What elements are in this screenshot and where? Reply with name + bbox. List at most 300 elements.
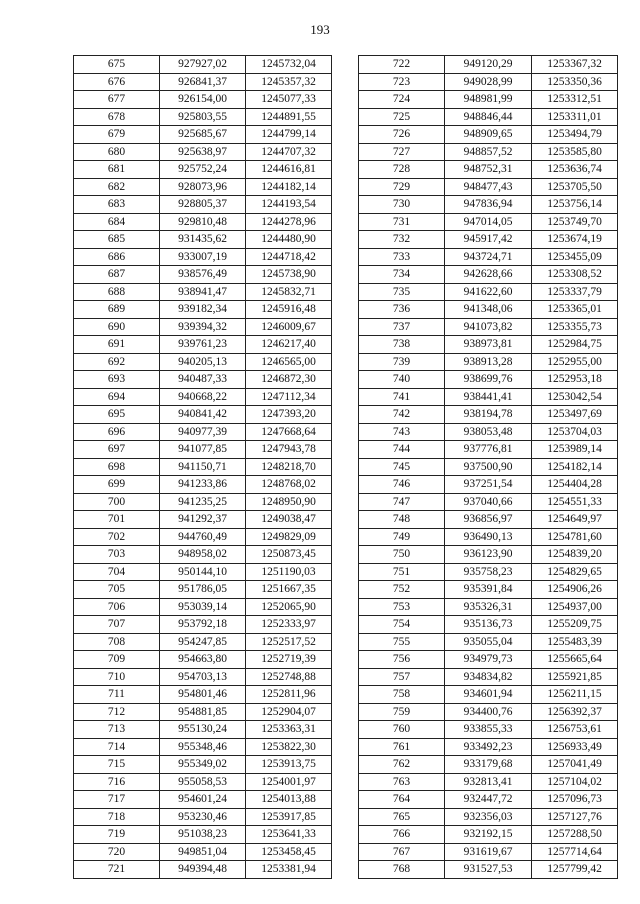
x-coordinate-cell: 944760,49 — [160, 528, 246, 546]
point-number-cell: 750 — [359, 546, 445, 564]
point-number-cell: 755 — [359, 633, 445, 651]
x-coordinate-cell: 940841,42 — [160, 406, 246, 424]
y-coordinate-cell: 1245916,48 — [246, 301, 332, 319]
table-row — [74, 563, 332, 581]
point-number-cell: 716 — [74, 773, 160, 791]
x-coordinate-cell: 951786,05 — [160, 581, 246, 599]
x-coordinate-cell: 945917,42 — [445, 231, 532, 249]
x-coordinate-cell: 937040,66 — [445, 493, 532, 511]
point-number-cell: 711 — [74, 686, 160, 704]
table-row — [359, 388, 618, 406]
table-row — [359, 91, 618, 109]
y-coordinate-cell: 1256392,37 — [532, 703, 618, 721]
x-coordinate-cell: 941233,86 — [160, 476, 246, 494]
x-coordinate-cell: 941622,60 — [445, 283, 532, 301]
point-number-cell: 757 — [359, 668, 445, 686]
point-number-cell: 742 — [359, 406, 445, 424]
y-coordinate-cell: 1256753,61 — [532, 721, 618, 739]
point-number-cell: 708 — [74, 633, 160, 651]
point-number-cell: 692 — [74, 353, 160, 371]
point-number-cell: 744 — [359, 441, 445, 459]
x-coordinate-cell: 939394,32 — [160, 318, 246, 336]
table-row — [359, 423, 618, 441]
y-coordinate-cell: 1253312,51 — [532, 91, 618, 109]
table-row — [74, 791, 332, 809]
x-coordinate-cell: 929810,48 — [160, 213, 246, 231]
table-row — [74, 231, 332, 249]
point-number-cell: 712 — [74, 703, 160, 721]
table-row — [74, 651, 332, 669]
x-coordinate-cell: 941235,25 — [160, 493, 246, 511]
y-coordinate-cell: 1252517,52 — [246, 633, 332, 651]
table-row — [74, 213, 332, 231]
table-row — [74, 493, 332, 511]
table-row — [359, 371, 618, 389]
x-coordinate-cell: 954247,85 — [160, 633, 246, 651]
y-coordinate-cell: 1253363,31 — [246, 721, 332, 739]
table-row — [359, 721, 618, 739]
point-number-cell: 766 — [359, 826, 445, 844]
y-coordinate-cell: 1245732,04 — [246, 56, 332, 74]
table-row — [359, 73, 618, 91]
table-row — [74, 56, 332, 74]
point-number-cell: 764 — [359, 791, 445, 809]
y-coordinate-cell: 1254937,00 — [532, 598, 618, 616]
point-number-cell: 736 — [359, 301, 445, 319]
point-number-cell: 748 — [359, 511, 445, 529]
point-number-cell: 693 — [74, 371, 160, 389]
y-coordinate-cell: 1252955,00 — [532, 353, 618, 371]
table-row — [74, 318, 332, 336]
y-coordinate-cell: 1244891,55 — [246, 108, 332, 126]
x-coordinate-cell: 941292,37 — [160, 511, 246, 529]
y-coordinate-cell: 1248768,02 — [246, 476, 332, 494]
table-row — [74, 161, 332, 179]
y-coordinate-cell: 1251190,03 — [246, 563, 332, 581]
x-coordinate-cell: 926154,00 — [160, 91, 246, 109]
x-coordinate-cell: 935391,84 — [445, 581, 532, 599]
y-coordinate-cell: 1247112,34 — [246, 388, 332, 406]
x-coordinate-cell: 950144,10 — [160, 563, 246, 581]
point-number-cell: 756 — [359, 651, 445, 669]
table-row — [74, 301, 332, 319]
table-row — [359, 406, 618, 424]
y-coordinate-cell: 1257096,73 — [532, 791, 618, 809]
point-number-cell: 705 — [74, 581, 160, 599]
x-coordinate-cell: 932813,41 — [445, 773, 532, 791]
x-coordinate-cell: 925638,97 — [160, 143, 246, 161]
x-coordinate-cell: 955130,24 — [160, 721, 246, 739]
y-coordinate-cell: 1252065,90 — [246, 598, 332, 616]
table-row — [74, 73, 332, 91]
x-coordinate-cell: 935136,73 — [445, 616, 532, 634]
table-row — [359, 213, 618, 231]
point-number-cell: 707 — [74, 616, 160, 634]
x-coordinate-cell: 954601,24 — [160, 791, 246, 809]
table-row — [359, 476, 618, 494]
table-row — [359, 808, 618, 826]
x-coordinate-cell: 954663,80 — [160, 651, 246, 669]
y-coordinate-cell: 1253704,03 — [532, 423, 618, 441]
y-coordinate-cell: 1247393,20 — [246, 406, 332, 424]
page-number: 193 — [310, 22, 330, 37]
x-coordinate-cell: 933007,19 — [160, 248, 246, 266]
y-coordinate-cell: 1253705,50 — [532, 178, 618, 196]
table-row — [74, 703, 332, 721]
point-number-cell: 727 — [359, 143, 445, 161]
y-coordinate-cell: 1253365,01 — [532, 301, 618, 319]
y-coordinate-cell: 1253455,09 — [532, 248, 618, 266]
x-coordinate-cell: 938576,49 — [160, 266, 246, 284]
table-row — [359, 773, 618, 791]
table-row — [74, 528, 332, 546]
point-number-cell: 732 — [359, 231, 445, 249]
point-number-cell: 695 — [74, 406, 160, 424]
point-number-cell: 689 — [74, 301, 160, 319]
x-coordinate-cell: 940668,22 — [160, 388, 246, 406]
point-number-cell: 754 — [359, 616, 445, 634]
point-number-cell: 729 — [359, 178, 445, 196]
point-number-cell: 714 — [74, 738, 160, 756]
table-row — [74, 458, 332, 476]
point-number-cell: 723 — [359, 73, 445, 91]
x-coordinate-cell: 949120,29 — [445, 56, 532, 74]
table-row — [359, 231, 618, 249]
table-row — [359, 441, 618, 459]
x-coordinate-cell: 931527,53 — [445, 861, 532, 879]
y-coordinate-cell: 1244616,81 — [246, 161, 332, 179]
table-row — [359, 668, 618, 686]
y-coordinate-cell: 1254404,28 — [532, 476, 618, 494]
y-coordinate-cell: 1257041,49 — [532, 756, 618, 774]
x-coordinate-cell: 954881,85 — [160, 703, 246, 721]
y-coordinate-cell: 1257127,76 — [532, 808, 618, 826]
y-coordinate-cell: 1244480,90 — [246, 231, 332, 249]
x-coordinate-cell: 949028,99 — [445, 73, 532, 91]
y-coordinate-cell: 1253355,73 — [532, 318, 618, 336]
table-row — [359, 161, 618, 179]
y-coordinate-cell: 1245357,32 — [246, 73, 332, 91]
point-number-cell: 690 — [74, 318, 160, 336]
table-row — [359, 686, 618, 704]
x-coordinate-cell: 947014,05 — [445, 213, 532, 231]
table-row — [74, 283, 332, 301]
y-coordinate-cell: 1253674,19 — [532, 231, 618, 249]
x-coordinate-cell: 937500,90 — [445, 458, 532, 476]
point-number-cell: 677 — [74, 91, 160, 109]
table-row — [74, 248, 332, 266]
x-coordinate-cell: 938699,76 — [445, 371, 532, 389]
y-coordinate-cell: 1254013,88 — [246, 791, 332, 809]
point-number-cell: 691 — [74, 336, 160, 354]
y-coordinate-cell: 1253367,32 — [532, 56, 618, 74]
point-number-cell: 737 — [359, 318, 445, 336]
y-coordinate-cell: 1255921,85 — [532, 668, 618, 686]
x-coordinate-cell: 948958,02 — [160, 546, 246, 564]
table-row — [359, 283, 618, 301]
point-number-cell: 676 — [74, 73, 160, 91]
table-row — [74, 178, 332, 196]
x-coordinate-cell: 938441,41 — [445, 388, 532, 406]
y-coordinate-cell: 1249038,47 — [246, 511, 332, 529]
y-coordinate-cell: 1244799,14 — [246, 126, 332, 144]
x-coordinate-cell: 931619,67 — [445, 843, 532, 861]
x-coordinate-cell: 934979,73 — [445, 651, 532, 669]
table-row — [359, 458, 618, 476]
x-coordinate-cell: 941077,85 — [160, 441, 246, 459]
table-row — [359, 861, 618, 879]
table-row — [74, 266, 332, 284]
y-coordinate-cell: 1253989,14 — [532, 441, 618, 459]
point-number-cell: 717 — [74, 791, 160, 809]
point-number-cell: 687 — [74, 266, 160, 284]
y-coordinate-cell: 1247943,78 — [246, 441, 332, 459]
table-row — [74, 196, 332, 214]
point-number-cell: 710 — [74, 668, 160, 686]
x-coordinate-cell: 949851,04 — [160, 843, 246, 861]
point-number-cell: 686 — [74, 248, 160, 266]
x-coordinate-cell: 948909,65 — [445, 126, 532, 144]
x-coordinate-cell: 948981,99 — [445, 91, 532, 109]
y-coordinate-cell: 1254829,65 — [532, 563, 618, 581]
x-coordinate-cell: 947836,94 — [445, 196, 532, 214]
point-number-cell: 721 — [74, 861, 160, 879]
point-number-cell: 735 — [359, 283, 445, 301]
point-number-cell: 753 — [359, 598, 445, 616]
table-row — [359, 581, 618, 599]
y-coordinate-cell: 1246009,67 — [246, 318, 332, 336]
y-coordinate-cell: 1246217,40 — [246, 336, 332, 354]
point-number-cell: 741 — [359, 388, 445, 406]
y-coordinate-cell: 1252811,96 — [246, 686, 332, 704]
table-row — [74, 91, 332, 109]
point-number-cell: 749 — [359, 528, 445, 546]
x-coordinate-cell: 933855,33 — [445, 721, 532, 739]
table-row — [359, 703, 618, 721]
point-number-cell: 746 — [359, 476, 445, 494]
table-row — [359, 843, 618, 861]
x-coordinate-cell: 934400,76 — [445, 703, 532, 721]
y-coordinate-cell: 1256211,15 — [532, 686, 618, 704]
table-row — [74, 126, 332, 144]
point-number-cell: 740 — [359, 371, 445, 389]
point-number-cell: 702 — [74, 528, 160, 546]
table-row — [74, 633, 332, 651]
y-coordinate-cell: 1249829,09 — [246, 528, 332, 546]
table-row — [74, 108, 332, 126]
x-coordinate-cell: 935758,23 — [445, 563, 532, 581]
x-coordinate-cell: 955349,02 — [160, 756, 246, 774]
point-number-cell: 706 — [74, 598, 160, 616]
point-number-cell: 722 — [359, 56, 445, 74]
table-row — [359, 143, 618, 161]
table-row — [359, 563, 618, 581]
table-row — [74, 738, 332, 756]
y-coordinate-cell: 1253585,80 — [532, 143, 618, 161]
x-coordinate-cell: 948857,52 — [445, 143, 532, 161]
y-coordinate-cell: 1254781,60 — [532, 528, 618, 546]
x-coordinate-cell: 932192,15 — [445, 826, 532, 844]
table-row — [359, 651, 618, 669]
x-coordinate-cell: 948846,44 — [445, 108, 532, 126]
point-number-cell: 713 — [74, 721, 160, 739]
y-coordinate-cell: 1254839,20 — [532, 546, 618, 564]
table-row — [359, 493, 618, 511]
x-coordinate-cell: 932447,72 — [445, 791, 532, 809]
table-row — [359, 598, 618, 616]
point-number-cell: 761 — [359, 738, 445, 756]
table-row — [359, 756, 618, 774]
point-number-cell: 763 — [359, 773, 445, 791]
y-coordinate-cell: 1248950,90 — [246, 493, 332, 511]
table-row — [359, 546, 618, 564]
point-number-cell: 760 — [359, 721, 445, 739]
x-coordinate-cell: 943724,71 — [445, 248, 532, 266]
table-row — [74, 423, 332, 441]
y-coordinate-cell: 1244707,32 — [246, 143, 332, 161]
table-row — [359, 318, 618, 336]
y-coordinate-cell: 1255483,39 — [532, 633, 618, 651]
y-coordinate-cell: 1257799,42 — [532, 861, 618, 879]
table-row — [359, 248, 618, 266]
x-coordinate-cell: 941150,71 — [160, 458, 246, 476]
table-row — [359, 738, 618, 756]
point-number-cell: 697 — [74, 441, 160, 459]
point-number-cell: 678 — [74, 108, 160, 126]
x-coordinate-cell: 941348,06 — [445, 301, 532, 319]
table-row — [359, 353, 618, 371]
table-row — [359, 511, 618, 529]
x-coordinate-cell: 940205,13 — [160, 353, 246, 371]
table-row — [74, 598, 332, 616]
y-coordinate-cell: 1256933,49 — [532, 738, 618, 756]
y-coordinate-cell: 1245832,71 — [246, 283, 332, 301]
point-number-cell: 718 — [74, 808, 160, 826]
point-number-cell: 720 — [74, 843, 160, 861]
table-row — [74, 843, 332, 861]
y-coordinate-cell: 1257104,02 — [532, 773, 618, 791]
x-coordinate-cell: 938973,81 — [445, 336, 532, 354]
point-number-cell: 725 — [359, 108, 445, 126]
point-number-cell: 675 — [74, 56, 160, 74]
x-coordinate-cell: 953039,14 — [160, 598, 246, 616]
table-row — [74, 616, 332, 634]
x-coordinate-cell: 933492,23 — [445, 738, 532, 756]
y-coordinate-cell: 1244182,14 — [246, 178, 332, 196]
y-coordinate-cell: 1254906,26 — [532, 581, 618, 599]
point-number-cell: 709 — [74, 651, 160, 669]
y-coordinate-cell: 1245738,90 — [246, 266, 332, 284]
point-number-cell: 751 — [359, 563, 445, 581]
x-coordinate-cell: 938053,48 — [445, 423, 532, 441]
point-number-cell: 733 — [359, 248, 445, 266]
y-coordinate-cell: 1246565,00 — [246, 353, 332, 371]
point-number-cell: 685 — [74, 231, 160, 249]
point-number-cell: 701 — [74, 511, 160, 529]
y-coordinate-cell: 1252984,75 — [532, 336, 618, 354]
y-coordinate-cell: 1252719,39 — [246, 651, 332, 669]
table-row — [359, 178, 618, 196]
x-coordinate-cell: 949394,48 — [160, 861, 246, 879]
point-number-cell: 730 — [359, 196, 445, 214]
point-number-cell: 762 — [359, 756, 445, 774]
table-row — [74, 388, 332, 406]
table-row — [74, 668, 332, 686]
point-number-cell: 731 — [359, 213, 445, 231]
table-row — [359, 56, 618, 74]
y-coordinate-cell: 1253042,54 — [532, 388, 618, 406]
point-number-cell: 759 — [359, 703, 445, 721]
table-row — [359, 196, 618, 214]
y-coordinate-cell: 1255665,64 — [532, 651, 618, 669]
table-row — [359, 791, 618, 809]
x-coordinate-cell: 932356,03 — [445, 808, 532, 826]
y-coordinate-cell: 1244193,54 — [246, 196, 332, 214]
y-coordinate-cell: 1253381,94 — [246, 861, 332, 879]
x-coordinate-cell: 925685,67 — [160, 126, 246, 144]
y-coordinate-cell: 1253641,33 — [246, 826, 332, 844]
y-coordinate-cell: 1253350,36 — [532, 73, 618, 91]
y-coordinate-cell: 1252904,07 — [246, 703, 332, 721]
x-coordinate-cell: 934834,82 — [445, 668, 532, 686]
point-number-cell: 679 — [74, 126, 160, 144]
y-coordinate-cell: 1257288,50 — [532, 826, 618, 844]
point-number-cell: 703 — [74, 546, 160, 564]
x-coordinate-cell: 935055,04 — [445, 633, 532, 651]
y-coordinate-cell: 1253756,14 — [532, 196, 618, 214]
y-coordinate-cell: 1254001,97 — [246, 773, 332, 791]
point-number-cell: 698 — [74, 458, 160, 476]
y-coordinate-cell: 1255209,75 — [532, 616, 618, 634]
table-row — [74, 371, 332, 389]
point-number-cell: 738 — [359, 336, 445, 354]
y-coordinate-cell: 1253749,70 — [532, 213, 618, 231]
x-coordinate-cell: 953230,46 — [160, 808, 246, 826]
point-number-cell: 768 — [359, 861, 445, 879]
y-coordinate-cell: 1253458,45 — [246, 843, 332, 861]
table-row — [359, 108, 618, 126]
y-coordinate-cell: 1250873,45 — [246, 546, 332, 564]
x-coordinate-cell: 935326,31 — [445, 598, 532, 616]
table-row — [359, 336, 618, 354]
point-number-cell: 684 — [74, 213, 160, 231]
point-number-cell: 715 — [74, 756, 160, 774]
y-coordinate-cell: 1247668,64 — [246, 423, 332, 441]
y-coordinate-cell: 1253822,30 — [246, 738, 332, 756]
point-number-cell: 682 — [74, 178, 160, 196]
table-row — [359, 301, 618, 319]
table-row — [74, 581, 332, 599]
point-number-cell: 700 — [74, 493, 160, 511]
y-coordinate-cell: 1252333,97 — [246, 616, 332, 634]
y-coordinate-cell: 1253311,01 — [532, 108, 618, 126]
y-coordinate-cell: 1257714,64 — [532, 843, 618, 861]
x-coordinate-cell: 938941,47 — [160, 283, 246, 301]
point-number-cell: 726 — [359, 126, 445, 144]
table-row — [74, 721, 332, 739]
point-number-cell: 728 — [359, 161, 445, 179]
table-row — [74, 773, 332, 791]
point-number-cell: 739 — [359, 353, 445, 371]
point-number-cell: 683 — [74, 196, 160, 214]
table-row — [74, 353, 332, 371]
x-coordinate-cell: 936490,13 — [445, 528, 532, 546]
table-row — [359, 826, 618, 844]
y-coordinate-cell: 1253636,74 — [532, 161, 618, 179]
point-number-cell: 724 — [359, 91, 445, 109]
y-coordinate-cell: 1244278,96 — [246, 213, 332, 231]
x-coordinate-cell: 925752,24 — [160, 161, 246, 179]
